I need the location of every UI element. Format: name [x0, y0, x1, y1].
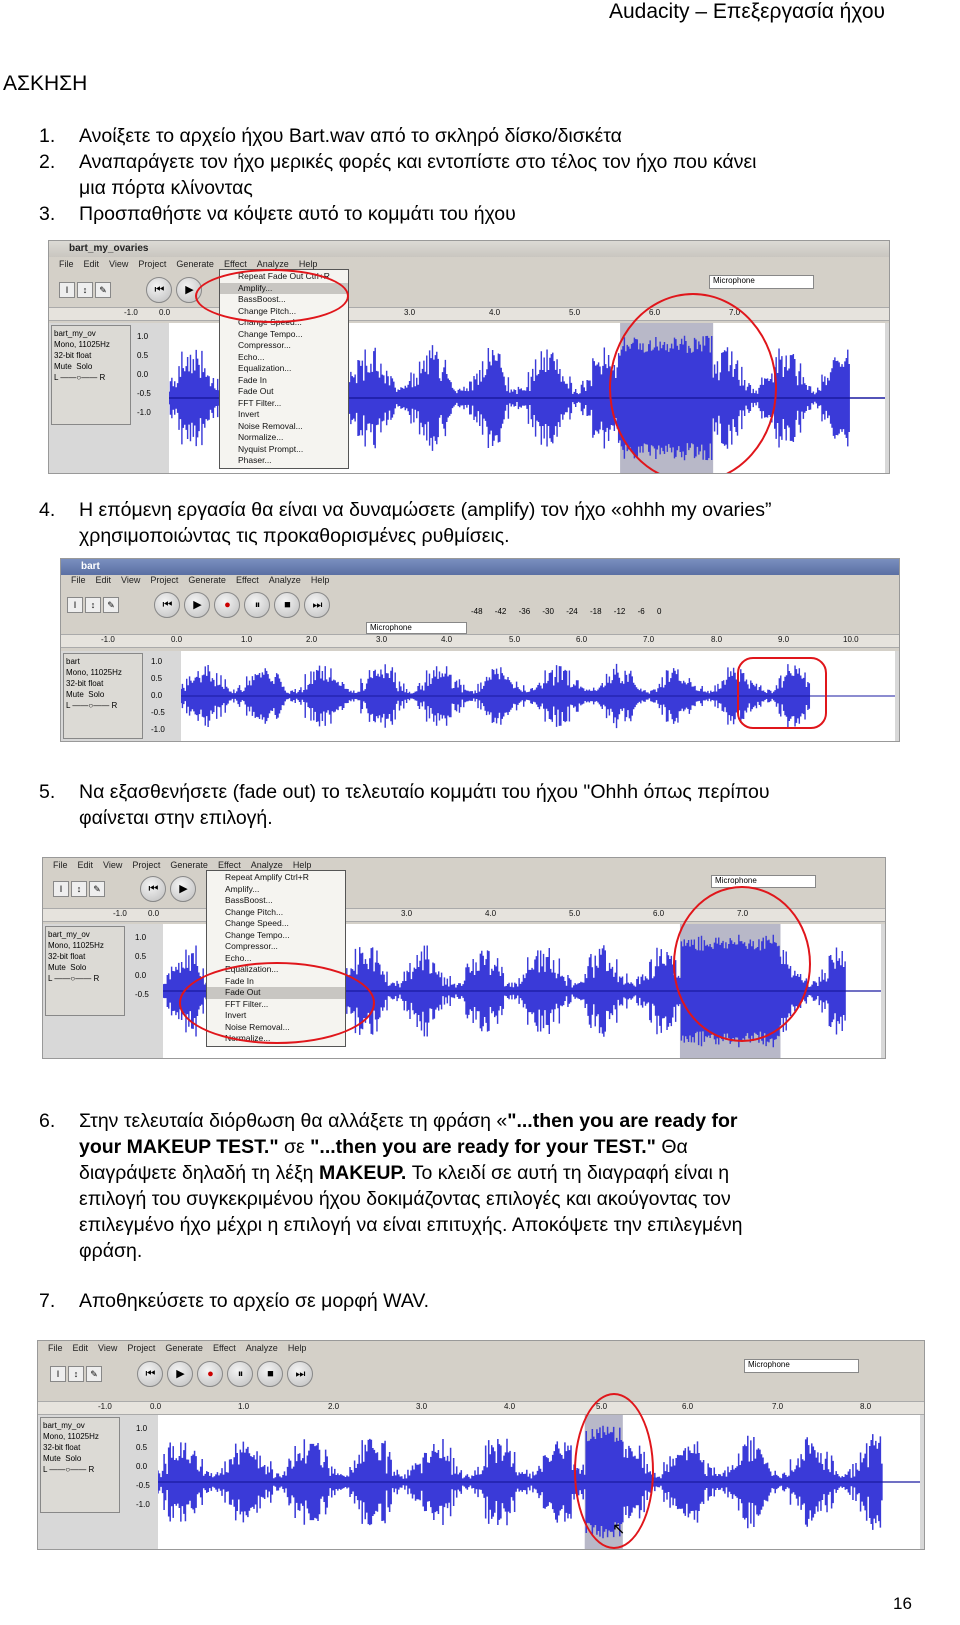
- menu-item[interactable]: Fade Out: [238, 386, 274, 396]
- menu-edit[interactable]: Edit: [77, 860, 94, 870]
- meter-label: -48: [471, 607, 483, 616]
- menu-help[interactable]: Help: [298, 259, 318, 269]
- envelope-tool-icon[interactable]: ↕: [77, 282, 93, 298]
- ruler-label: 5.0: [569, 909, 581, 918]
- scale-label: 0.0: [151, 691, 163, 700]
- menu-item[interactable]: Nyquist Prompt...: [238, 443, 304, 454]
- ruler-label: 0.0: [159, 308, 171, 317]
- pan-right-label: R: [99, 373, 106, 382]
- scale-label: 0.5: [137, 351, 149, 360]
- menu-item[interactable]: Compressor...: [225, 941, 278, 951]
- select-tool-icon[interactable]: I: [53, 881, 69, 897]
- menu-item-fade-out[interactable]: Fade Out: [207, 987, 345, 999]
- menu-item[interactable]: Echo...: [238, 351, 265, 362]
- menu-item[interactable]: Change Tempo...: [238, 328, 303, 339]
- menu-item[interactable]: Compressor...: [238, 340, 291, 350]
- menu-item[interactable]: Normalize...: [238, 432, 284, 442]
- mouse-cursor-icon: ↖: [612, 1521, 626, 1538]
- pan-right-label: R: [93, 974, 100, 983]
- step-text-line: [79, 1134, 919, 1160]
- ruler-label: 4.0: [489, 308, 501, 317]
- pause-icon[interactable]: ⏸: [244, 592, 270, 618]
- menu-item[interactable]: Fade In: [225, 975, 254, 986]
- pause-icon[interactable]: ⏸: [227, 1361, 253, 1387]
- menu-view[interactable]: View: [109, 259, 129, 269]
- step-number: 7.: [39, 1290, 56, 1312]
- text-run: σε: [278, 1136, 311, 1158]
- scale-label: 0.0: [137, 370, 149, 379]
- stop-icon[interactable]: ■: [257, 1361, 283, 1387]
- menu-view[interactable]: View: [103, 860, 123, 870]
- highlight-circle: [195, 269, 349, 323]
- ruler-label: -1.0: [113, 909, 127, 918]
- ruler-label: 0.0: [171, 635, 183, 644]
- ruler-label: 6.0: [649, 308, 661, 317]
- envelope-tool-icon[interactable]: ↕: [71, 881, 87, 897]
- page-number: 16: [893, 1594, 912, 1613]
- skip-start-icon[interactable]: ⏮: [154, 592, 180, 618]
- step-number: 5.: [39, 781, 56, 803]
- skip-start-icon[interactable]: ⏮: [137, 1361, 163, 1387]
- toolbar: [38, 1355, 924, 1401]
- step-text: Αναπαράγετε τον ήχο μερικές φορές και εντοπίστε στο τέλος τον ήχο που κάνει: [79, 151, 757, 173]
- window-title: bart: [61, 559, 899, 575]
- ruler-label: 7.0: [643, 635, 655, 644]
- solo-button[interactable]: Solo: [65, 1454, 82, 1463]
- screenshot-fade-out-menu: [42, 857, 886, 1059]
- menu-effect[interactable]: Effect: [223, 259, 247, 269]
- meter-label: -6: [637, 607, 645, 616]
- toolbar: [61, 586, 899, 634]
- ruler-label: 5.0: [596, 1402, 608, 1411]
- highlight-circle: [673, 886, 811, 1042]
- menu-item-repeat[interactable]: Repeat Amplify Ctrl+R: [225, 872, 309, 882]
- menu-item[interactable]: Change Tempo...: [225, 929, 290, 940]
- waveform: [158, 1415, 920, 1549]
- play-icon[interactable]: ▶: [184, 592, 210, 618]
- scale-label: 1.0: [136, 1424, 148, 1433]
- select-tool-icon[interactable]: I: [67, 597, 83, 613]
- screenshot-cut-selection: [37, 1340, 925, 1550]
- step-text-line: [79, 1108, 919, 1134]
- solo-button[interactable]: Solo: [70, 963, 87, 972]
- document-header: Audacity – Επεξεργασία ήχου: [608, 0, 885, 23]
- menu-file[interactable]: File: [59, 259, 74, 269]
- scale-label: -1.0: [137, 408, 151, 417]
- audio-track: [38, 1415, 924, 1549]
- menu-project[interactable]: Project: [132, 860, 161, 870]
- step-4: [39, 497, 919, 549]
- track-bitdepth: 32-bit float: [43, 1443, 81, 1452]
- stop-icon[interactable]: ■: [274, 592, 300, 618]
- menu-analyze[interactable]: Analyze: [245, 1343, 278, 1353]
- timeline-ruler: [61, 634, 899, 648]
- step-text-line: επιλεγμένο ήχο μέχρι η επιλογή να είναι επιτυχής. Αποκόψετε την επιλεγμένη: [79, 1214, 743, 1236]
- ruler-label: 7.0: [729, 308, 741, 317]
- ruler-label: 2.0: [306, 635, 318, 644]
- amplitude-scale: [136, 1419, 150, 1514]
- select-tool-icon[interactable]: I: [50, 1366, 66, 1382]
- menu-project[interactable]: Project: [127, 1343, 156, 1353]
- menu-item[interactable]: BassBoost...: [238, 294, 286, 304]
- scale-label: 1.0: [135, 933, 147, 942]
- menu-item[interactable]: Change Pitch...: [238, 305, 297, 316]
- menu-analyze[interactable]: Analyze: [268, 575, 301, 585]
- scale-label: -1.0: [136, 1500, 150, 1509]
- step-text: φαίνεται στην επιλογή.: [79, 807, 273, 829]
- ruler-label: 0.0: [150, 1402, 162, 1411]
- ruler-label: 10.0: [843, 635, 859, 644]
- step-text: Η επόμενη εργασία θα είναι να δυναμώσετε (amplify) τον ήχο «ohhh my ovaries”: [79, 499, 772, 521]
- menu-project[interactable]: Project: [138, 259, 167, 269]
- menu-item[interactable]: FFT Filter...: [225, 998, 269, 1009]
- menu-item[interactable]: Amplify...: [225, 883, 260, 894]
- scale-label: -0.5: [151, 708, 165, 717]
- keyword: MAKEUP.: [318, 1162, 407, 1184]
- menu-generate[interactable]: Generate: [170, 860, 208, 870]
- menu-bar: [49, 257, 889, 271]
- menu-item[interactable]: Change Speed...: [238, 317, 302, 327]
- quoted-phrase: "...then you are ready for your TEST.": [310, 1136, 656, 1158]
- scale-label: 0.5: [151, 674, 163, 683]
- skip-start-icon[interactable]: ⏮: [146, 277, 172, 303]
- text-run: Το κλειδί σε αυτή τη διαγραφή είναι η: [406, 1162, 730, 1184]
- step-number: 4.: [39, 499, 56, 521]
- menu-generate[interactable]: Generate: [176, 259, 214, 269]
- menu-generate[interactable]: Generate: [165, 1343, 203, 1353]
- menu-edit[interactable]: Edit: [72, 1343, 89, 1353]
- draw-tool-icon[interactable]: ✎: [103, 597, 119, 613]
- pan-right-label: R: [111, 701, 118, 710]
- exercise-heading: ΑΣΚΗΣΗ: [3, 72, 88, 95]
- pan-left-label: L: [48, 974, 53, 983]
- step-text-line: φράση.: [79, 1240, 143, 1262]
- meter-label: -24: [566, 607, 578, 616]
- draw-tool-icon[interactable]: ✎: [95, 282, 111, 298]
- amplitude-scale: [137, 327, 151, 422]
- track-format: Mono, 11025Hz: [66, 668, 122, 677]
- menu-item[interactable]: BassBoost...: [225, 895, 273, 905]
- ruler-label: 5.0: [569, 308, 581, 317]
- ruler-label: 0.0: [148, 909, 160, 918]
- ruler-label: 4.0: [504, 1402, 516, 1411]
- scale-label: -1.0: [151, 725, 165, 734]
- ruler-label: -1.0: [101, 635, 115, 644]
- step-text: Προσπαθήστε να κόψετε αυτό το κομμάτι του ήχου: [79, 203, 516, 225]
- scale-label: -0.5: [137, 389, 151, 398]
- ruler-label: 7.0: [737, 909, 749, 918]
- ruler-label: 1.0: [241, 635, 253, 644]
- meter-label: -12: [613, 607, 626, 616]
- play-icon[interactable]: ▶: [176, 277, 202, 303]
- amplitude-scale: [135, 928, 149, 1004]
- scale-label: -0.5: [135, 990, 149, 999]
- text-run: Θα: [655, 1136, 688, 1158]
- menu-help[interactable]: Help: [287, 1343, 307, 1353]
- step-number: 3.: [39, 203, 56, 225]
- menu-view[interactable]: View: [98, 1343, 118, 1353]
- step-1: [39, 123, 919, 149]
- scale-label: 0.5: [136, 1443, 148, 1452]
- scale-label: 0.5: [135, 952, 147, 961]
- play-icon[interactable]: ▶: [170, 876, 196, 902]
- pan-left-label: L: [43, 1465, 48, 1474]
- highlight-circle: [179, 962, 375, 1044]
- ruler-label: 1.0: [238, 1402, 250, 1411]
- ruler-label: 7.0: [772, 1402, 784, 1411]
- menu-item[interactable]: Normalize...: [225, 1033, 271, 1043]
- menu-bar: [61, 573, 899, 587]
- record-icon[interactable]: ●: [214, 592, 240, 618]
- ruler-label: 6.0: [576, 635, 588, 644]
- ruler-label: 3.0: [404, 308, 416, 317]
- menu-help[interactable]: Help: [292, 860, 312, 870]
- ruler-label: 9.0: [778, 635, 790, 644]
- solo-button[interactable]: Solo: [76, 362, 93, 371]
- menu-item[interactable]: Noise Removal...: [238, 420, 303, 431]
- scale-label: 0.0: [136, 1462, 148, 1471]
- screenshot-amplify: [60, 558, 900, 742]
- output-meter-scale: [471, 607, 661, 616]
- menu-item[interactable]: Fade In: [238, 374, 267, 385]
- scale-label: 1.0: [151, 657, 163, 666]
- menu-item[interactable]: Echo...: [225, 952, 252, 963]
- menu-view[interactable]: View: [121, 575, 141, 585]
- track-info-panel: bart_my_ov Mono, 11025Hz 32-bit float Mute Solo L ——○—— R: [51, 325, 131, 425]
- meter-label: -42: [494, 607, 507, 616]
- track-format: Mono, 11025Hz: [43, 1432, 99, 1441]
- menu-help[interactable]: Help: [310, 575, 330, 585]
- ruler-label: 4.0: [485, 909, 497, 918]
- text-run: Στην τελευταία διόρθωση θα αλλάξετε τη φράση «: [79, 1110, 508, 1132]
- highlight-circle: [609, 293, 777, 474]
- step-number: 2.: [39, 151, 56, 173]
- draw-tool-icon[interactable]: ✎: [86, 1366, 102, 1382]
- step-5: [39, 779, 919, 831]
- input-source-select[interactable]: Microphone: [711, 875, 816, 888]
- ruler-label: 8.0: [711, 635, 723, 644]
- skip-start-icon[interactable]: ⏮: [140, 876, 166, 902]
- track-name[interactable]: bart_my_ov: [48, 930, 90, 939]
- menu-item[interactable]: Phaser...: [238, 455, 272, 465]
- quoted-phrase: "...then you are ready for: [507, 1110, 738, 1132]
- window-title: bart_my_ovaries: [49, 241, 889, 257]
- mute-button[interactable]: Mute: [66, 690, 84, 699]
- ruler-label: 4.0: [441, 635, 453, 644]
- step-text: μια πόρτα κλίνοντας: [79, 177, 253, 199]
- ruler-label: 8.0: [860, 1402, 872, 1411]
- step-6: [39, 1108, 919, 1264]
- solo-button[interactable]: Solo: [88, 690, 105, 699]
- step-text-line: επιλογή του συγκεκριμένου ήχου δοκιμάζοντας επιλογές και ακούγοντας τον: [79, 1188, 731, 1210]
- menu-effect[interactable]: Effect: [217, 860, 241, 870]
- ruler-label: 3.0: [401, 909, 413, 918]
- track-bitdepth: 32-bit float: [54, 351, 92, 360]
- pan-right-label: R: [88, 1465, 95, 1474]
- scale-label: 1.0: [137, 332, 149, 341]
- play-icon[interactable]: ▶: [167, 1361, 193, 1387]
- quoted-phrase: your MAKEUP TEST.": [79, 1136, 279, 1158]
- draw-tool-icon[interactable]: ✎: [89, 881, 105, 897]
- track-format: Mono, 11025Hz: [54, 340, 110, 349]
- ruler-label: 6.0: [653, 909, 665, 918]
- mute-button[interactable]: Mute: [54, 362, 72, 371]
- menu-file[interactable]: File: [53, 860, 68, 870]
- track-bitdepth: 32-bit float: [48, 952, 86, 961]
- menu-project[interactable]: Project: [150, 575, 179, 585]
- menu-effect[interactable]: Effect: [212, 1343, 236, 1353]
- pan-left-label: L: [66, 701, 71, 710]
- meter-label: -36: [518, 607, 531, 616]
- ruler-label: -1.0: [124, 308, 138, 317]
- menu-generate[interactable]: Generate: [188, 575, 226, 585]
- input-source-select[interactable]: Microphone: [744, 1359, 859, 1373]
- menu-item-amplify[interactable]: Amplify...: [220, 283, 348, 295]
- menu-analyze[interactable]: Analyze: [250, 860, 283, 870]
- track-bitdepth: 32-bit float: [66, 679, 104, 688]
- text-run: διαγράψετε δηλαδή τη λέξη: [79, 1162, 319, 1184]
- ruler-label: 5.0: [509, 635, 521, 644]
- track-info-panel: bart Mono, 11025Hz 32-bit float Mute Solo L ——○—— R: [63, 653, 143, 739]
- menu-item[interactable]: Equalization...: [225, 964, 279, 974]
- step-text: χρησιμοποιώντας τις προκαθορισμένες ρυθμίσεις.: [79, 525, 510, 547]
- track-info-panel: bart_my_ov Mono, 11025Hz 32-bit float Mute Solo L ——○—— R: [45, 926, 125, 1016]
- menu-item[interactable]: Equalization...: [238, 363, 292, 373]
- input-source-select[interactable]: Microphone: [709, 275, 814, 289]
- ruler-label: -1.0: [98, 1402, 112, 1411]
- pan-left-label: L: [54, 373, 59, 382]
- menu-item[interactable]: FFT Filter...: [238, 397, 282, 408]
- meter-label: -30: [542, 607, 554, 616]
- step-text-line: [79, 1160, 919, 1186]
- skip-end-icon[interactable]: ⏭: [287, 1361, 313, 1387]
- step-number: 6.: [39, 1110, 56, 1132]
- track-format: Mono, 11025Hz: [48, 941, 104, 950]
- ruler-label: 3.0: [376, 635, 388, 644]
- track-name[interactable]: bart_my_ov: [54, 329, 96, 338]
- timeline-ruler: [38, 1401, 924, 1415]
- step-2: [39, 149, 919, 201]
- menu-bar: [38, 1341, 924, 1355]
- record-icon[interactable]: ●: [197, 1361, 223, 1387]
- step-3: [39, 201, 919, 227]
- menu-item-repeat[interactable]: Repeat Fade Out Ctrl+R: [238, 271, 330, 281]
- select-tool-icon[interactable]: I: [59, 282, 75, 298]
- menu-file[interactable]: File: [48, 1343, 63, 1353]
- input-source-select[interactable]: Microphone: [366, 622, 467, 634]
- envelope-tool-icon[interactable]: ↕: [85, 597, 101, 613]
- track-name[interactable]: bart: [66, 657, 80, 666]
- menu-item[interactable]: Invert: [225, 1010, 247, 1020]
- menu-effect[interactable]: Effect: [235, 575, 259, 585]
- menu-bar: [43, 858, 885, 872]
- scale-label: 0.0: [135, 971, 147, 980]
- menu-item[interactable]: Noise Removal...: [225, 1021, 290, 1032]
- menu-item[interactable]: Invert: [238, 409, 260, 419]
- waveform-area[interactable]: [158, 1415, 920, 1549]
- menu-file[interactable]: File: [71, 575, 86, 585]
- step-7: [39, 1288, 919, 1314]
- highlight-rectangle: [737, 657, 827, 729]
- step-text: Ανοίξετε το αρχείο ήχου Bart.wav από το σκληρό δίσκο/δισκέτα: [79, 125, 622, 147]
- step-number: 1.: [39, 125, 56, 147]
- meter-label: 0: [656, 607, 662, 616]
- amplitude-scale: [151, 653, 165, 738]
- menu-edit[interactable]: Edit: [83, 259, 100, 269]
- ruler-label: 3.0: [416, 1402, 428, 1411]
- step-text: Αποθηκεύσετε το αρχείο σε μορφή WAV.: [79, 1290, 430, 1312]
- meter-label: -18: [589, 607, 602, 616]
- menu-analyze[interactable]: Analyze: [256, 259, 289, 269]
- menu-edit[interactable]: Edit: [95, 575, 112, 585]
- ruler-label: 6.0: [682, 1402, 694, 1411]
- skip-end-icon[interactable]: ⏭: [304, 592, 330, 618]
- ruler-label: 2.0: [328, 1402, 340, 1411]
- envelope-tool-icon[interactable]: ↕: [68, 1366, 84, 1382]
- menu-item[interactable]: Change Speed...: [225, 918, 289, 928]
- scale-label: -0.5: [136, 1481, 150, 1490]
- track-info-panel: bart_my_ov Mono, 11025Hz 32-bit float Mute Solo L ——○—— R: [40, 1417, 120, 1513]
- mute-button[interactable]: Mute: [43, 1454, 61, 1463]
- screenshot-effect-menu: [48, 240, 890, 474]
- track-name[interactable]: bart_my_ov: [43, 1421, 85, 1430]
- step-text: Να εξασθενήσετε (fade out) το τελευταίο κομμάτι του ήχου "Ohhh όπως περίπου: [79, 781, 770, 803]
- timeline-ruler: [49, 307, 889, 321]
- mute-button[interactable]: Mute: [48, 963, 66, 972]
- menu-item[interactable]: Change Pitch...: [225, 906, 284, 917]
